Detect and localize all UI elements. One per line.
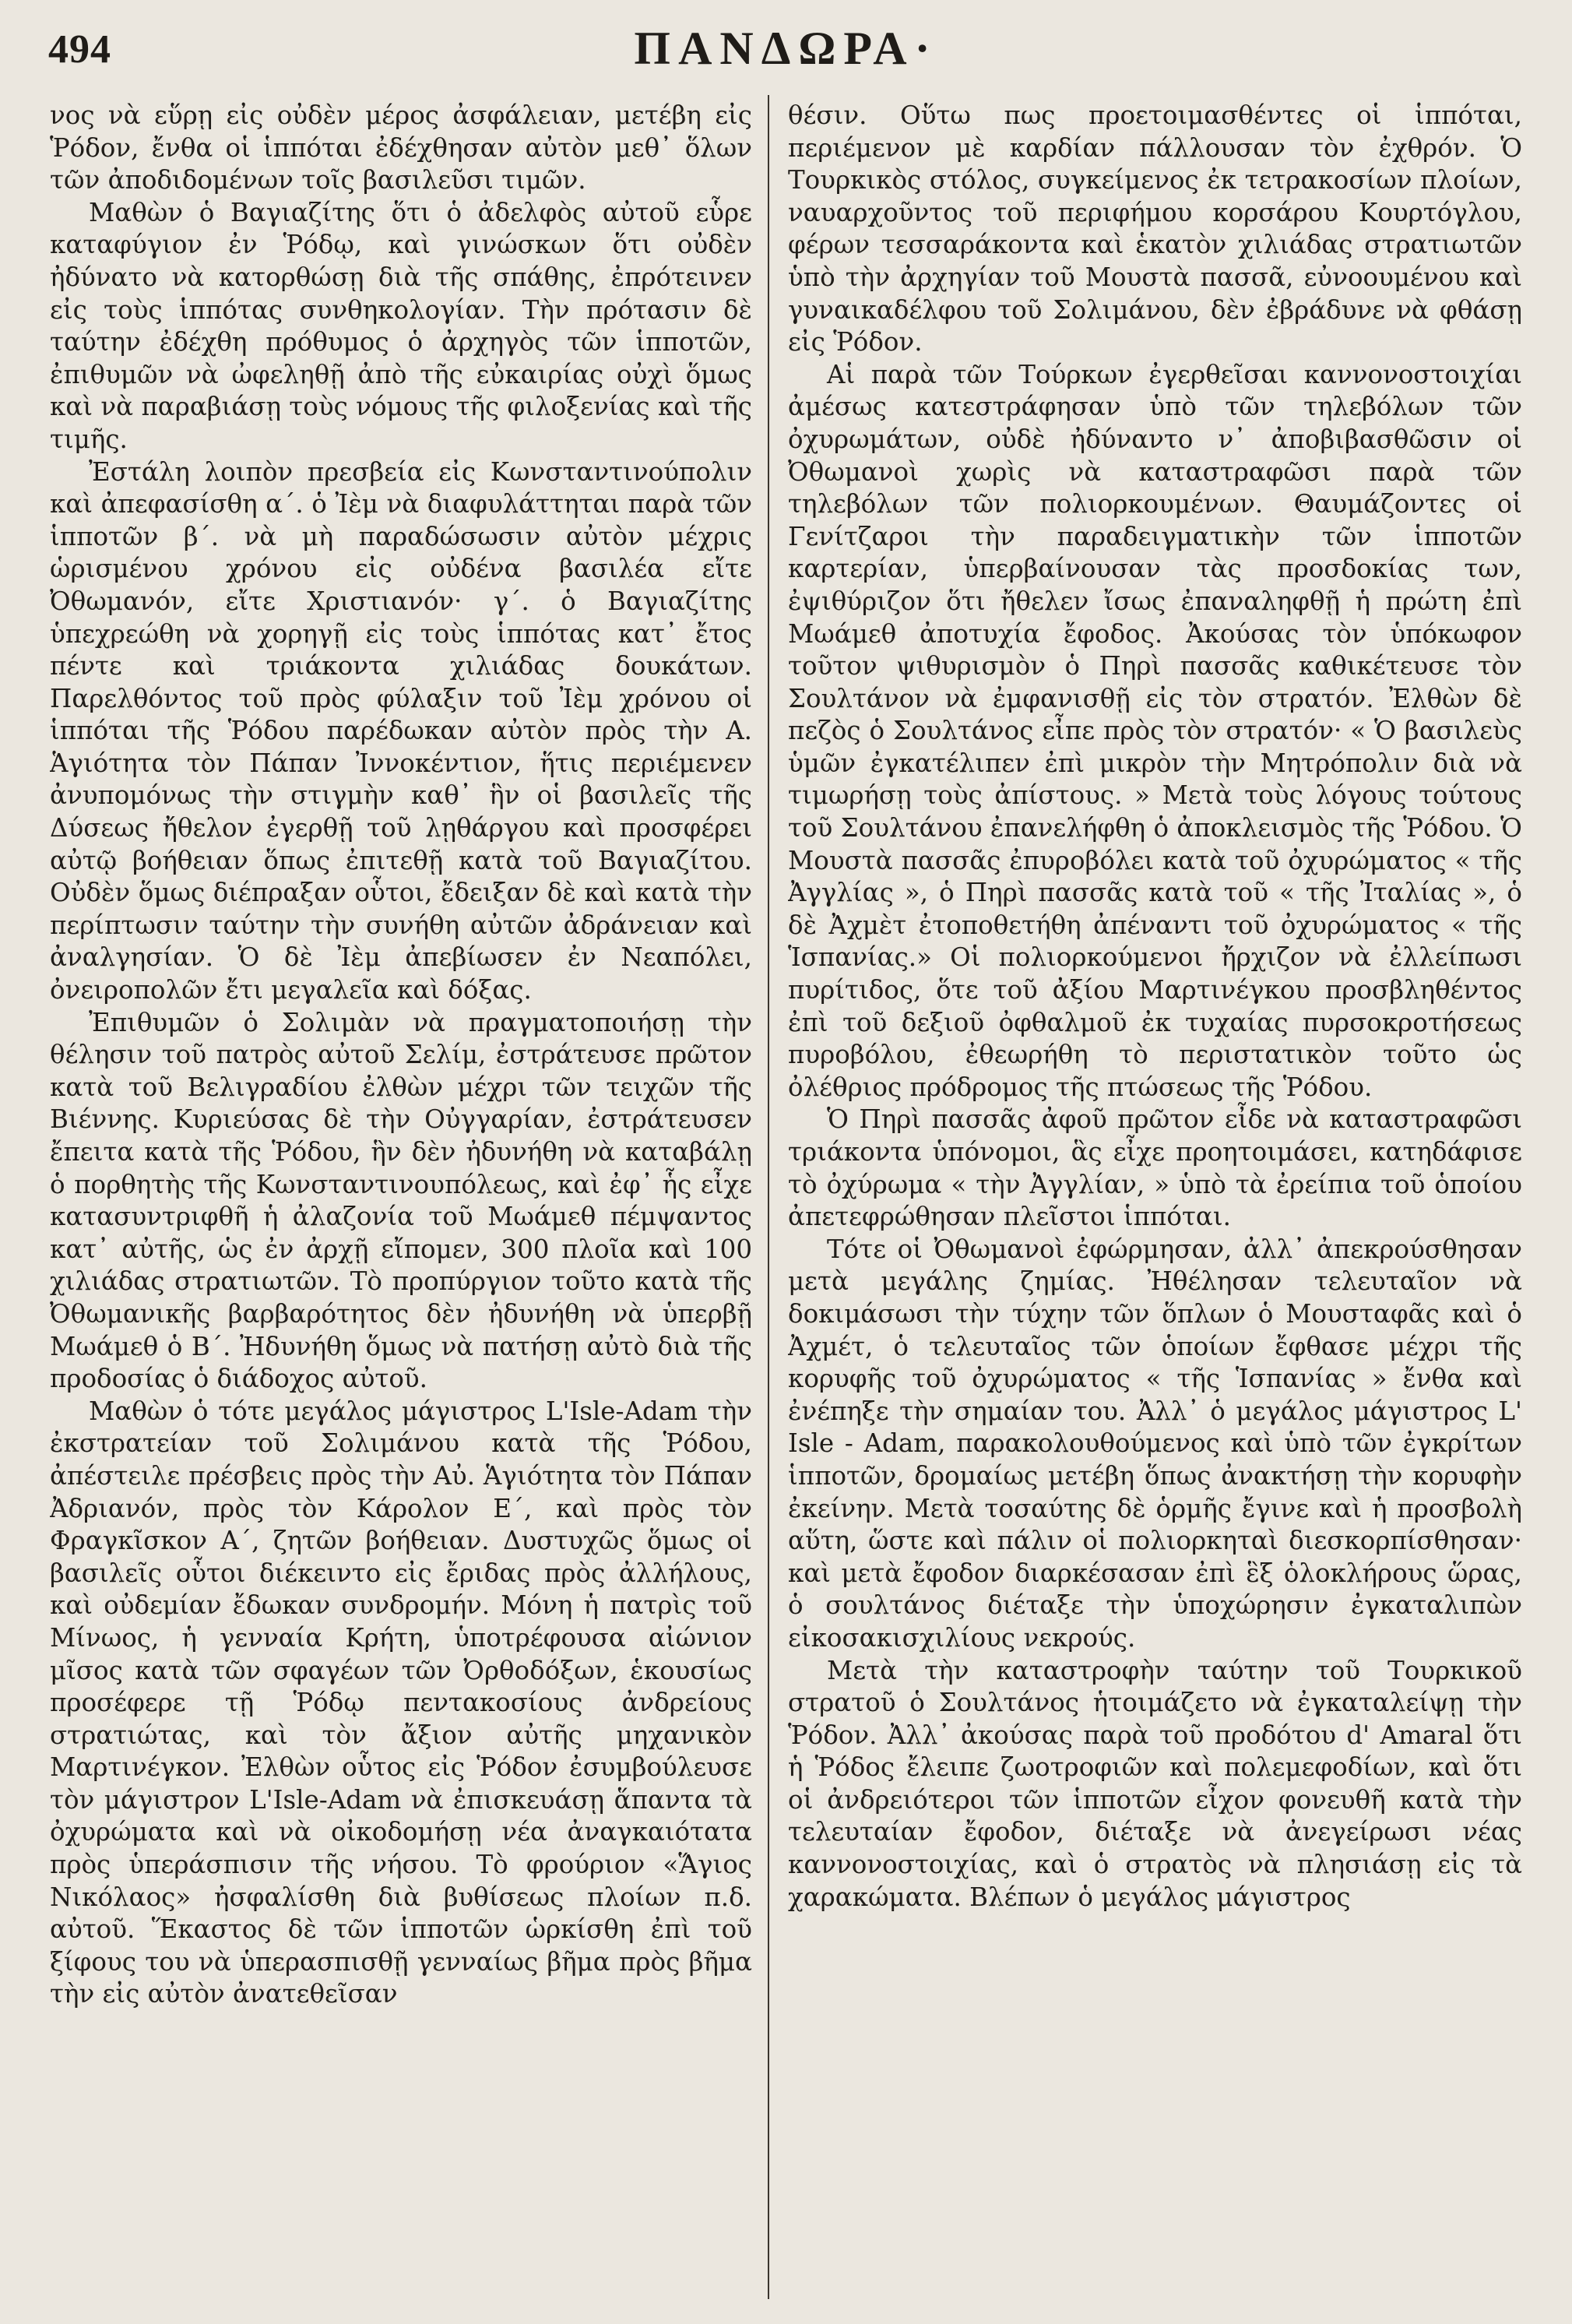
paragraph: Μαθὼν ὁ Βαγιαζίτης ὅτι ὁ ἀδελφὸς αὐτοῦ εὗρε καταφύγιον ἐν Ῥόδῳ, καὶ γινώσκων ὅτι οὐδὲν ἠδύνατο νὰ κατορθώσῃ διὰ τῆς σπάθης, ἐπρότεινεν εἰς τοὺς ἱππότας συνθηκολογίαν. Τὴν πρότασιν δὲ ταύτην ἐδέχθη πρόθυμος ὁ ἀρχηγὸς τῶν ἱπποτῶν, ἐπιθυμῶν νὰ ὠφεληθῇ ἀπὸ τῆς εὐκαιρίας οὐχὶ ὅμως καὶ νὰ παραβιάσῃ τοὺς νόμους τῆς φιλοξενίας καὶ τῆς τιμῆς. bbox=[50, 197, 752, 454]
page-number: 494 bbox=[48, 27, 111, 72]
paragraph: νος νὰ εὕρῃ εἰς οὐδὲν μέρος ἀσφάλειαν, μετέβη εἰς Ῥόδον, ἔνθα οἱ ἱππόται ἐδέχθησαν αὐτὸν μεθ᾽ ὅλων τῶν ἀποδιδομένων τοῖς βασιλεῦσι τιμῶν. bbox=[50, 100, 752, 195]
paragraph: Μετὰ τὴν καταστροφὴν ταύτην τοῦ Τουρκικοῦ στρατοῦ ὁ Σουλτάνος ἡτοιμάζετο νὰ ἐγκαταλείψῃ τὴν Ῥόδον. Ἀλλ᾽ ἀκούσας παρὰ τοῦ προδότου d' Amaral ὅτι ἡ Ῥόδος ἔλειπε ζωοτροφιῶν καὶ πολεμεφοδίων, καὶ ὅτι οἱ ἀνδρειότεροι τῶν ἱπποτῶν εἶχον φονευθῆ κατὰ τὴν τελευταίαν ἔφοδον, διέταξε νὰ ἀνεγείρωσι νέας καννονοστοιχίας, καὶ ὁ στρατὸς νὰ πλησιάσῃ εἰς τὰ χαρακώματα. Βλέπων ὁ μεγάλος μάγιστρος bbox=[788, 1655, 1522, 1912]
paragraph: θέσιν. Οὕτω πως προετοιμασθέντες οἱ ἱππόται, περιέμενον μὲ καρδίαν πάλλουσαν τὸν ἐχθρόν. Ὁ Τουρκικὸς στόλος, συγκείμενος ἐκ τετρακοσίων πλοίων, ναυαρχοῦντος τοῦ περιφήμου κορσάρου Κουρτόγλου, φέρων τεσσαράκοντα καὶ ἑκατὸν χιλιάδας στρατιωτῶν ὑπὸ τὴν ἀρχηγίαν τοῦ Μουστὰ πασσᾶ, εὐνοουμένου καὶ γυναικαδέλφου τοῦ Σολιμάνου, δὲν ἐβράδυνε νὰ φθάσῃ εἰς Ῥόδον. bbox=[788, 100, 1522, 357]
column-divider bbox=[768, 95, 769, 2299]
paragraph: Τότε οἱ Ὀθωμανοὶ ἐφώρμησαν, ἀλλ᾽ ἀπεκρούσθησαν μετὰ μεγάλης ζημίας. Ἠθέλησαν τελευταῖον νὰ δοκιμάσωσι τὴν τύχην τῶν ὅπλων ὁ Μουσταφᾶς καὶ ὁ Ἀχμέτ, ὁ τελευταῖος τῶν ὁποίων ἔφθασε μέχρι τῆς κορυφῆς τοῦ ὀχυρώματος « τῆς Ἱσπανίας » ἔνθα καὶ ἐνέπηξε τὴν σημαίαν του. Ἀλλ᾽ ὁ μεγάλος μάγιστρος L' Isle - Adam, παρακολουθούμενος καὶ ὑπὸ τῶν ἐγκρίτων ἱπποτῶν, δρομαίως μετέβη ὅπως ἀνακτήσῃ τὴν κορυφὴν ἐκείνην. Μετὰ τοσαύτης δὲ ὁρμῆς ἔγινε καὶ ἡ προσβολὴ αὕτη, ὥστε καὶ πάλιν οἱ πολιορκηταὶ διεσκορπίσθησαν· καὶ μετὰ ἔφοδον διαρκέσασαν ἐπὶ ἓξ ὁλοκλήρους ὥρας, ὁ σουλτάνος διέταξε τὴν ὑποχώρησιν ἐγκαταλιπὼν εἰκοσακισχιλίους νεκρούς. bbox=[788, 1234, 1522, 1653]
paragraph: Μαθὼν ὁ τότε μεγάλος μάγιστρος L'Isle-Adam τὴν ἐκστρατείαν τοῦ Σολιμάνου κατὰ τῆς Ῥόδου, ἀπέστειλε πρέσβεις πρὸς τὴν Αὐ. Ἁγιότητα τὸν Πάπαν Ἀδριανόν, πρὸς τὸν Κάρολον Ε΄, καὶ πρὸς τὸν Φραγκῖσκον Α΄, ζητῶν βοήθειαν. Δυστυχῶς ὅμως οἱ βασιλεῖς οὗτοι διέκειντο εἰς ἔριδας πρὸς ἀλλήλους, καὶ οὐδεμίαν ἔδωκαν συνδρομήν. Μόνη ἡ πατρὶς τοῦ Μίνωος, ἡ γενναία Κρήτη, ὑποτρέφουσα αἰώνιον μῖσος κατὰ τῶν σφαγέων τῶν Ὀρθοδόξων, ἑκουσίως προσέφερε τῇ Ῥόδῳ πεντακοσίους ἀνδρείους στρατιώτας, καὶ τὸν ἄξιον αὐτῆς μηχανικὸν Μαρτινέγκον. Ἐλθὼν οὗτος εἰς Ῥόδον ἐσυμβούλευσε τὸν μάγιστρον L'Isle-Adam νὰ ἐπισκευάσῃ ἅπαντα τὰ ὀχυρώματα καὶ νὰ οἰκοδομήσῃ νέα ἀναγκαιότατα πρὸς ὑπεράσπισιν τῆς νήσου. Τὸ φρούριον «Ἅγιος Νικόλαος» ἠσφαλίσθη διὰ βυθίσεως πλοίων π.δ. αὐτοῦ. Ἕκαστος δὲ τῶν ἱπποτῶν ὡρκίσθη ἐπὶ τοῦ ξίφους του νὰ ὑπερασπισθῇ γενναίως βῆμα πρὸς βῆμα τὴν εἰς αὐτὸν ἀνατεθεῖσαν bbox=[50, 1396, 752, 2009]
left-column bbox=[50, 100, 752, 2296]
paragraph: Ὁ Πηρὶ πασσᾶς ἀφοῦ πρῶτον εἶδε νὰ καταστραφῶσι τριάκοντα ὑπόνομοι, ἃς εἶχε προητοιμάσει, κατηδάφισε τὸ ὀχύρωμα « τὴν Ἀγγλίαν, » ὑπὸ τὰ ἐρείπια τοῦ ὁποίου ἀπετεφρώθησαν πλεῖστοι ἱππόται. bbox=[788, 1104, 1522, 1232]
right-column bbox=[788, 100, 1522, 2296]
paragraph: Αἱ παρὰ τῶν Τούρκων ἐγερθεῖσαι καννονοστοιχίαι ἀμέσως κατεστράφησαν ὑπὸ τῶν τηλεβόλων τῶν ὀχυρωμάτων, οὐδὲ ἠδύναντο ν᾽ ἀποβιβασθῶσιν οἱ Ὀθωμανοὶ χωρὶς νὰ καταστραφῶσι παρὰ τῶν τηλεβόλων τῶν πολιορκουμένων. Θαυμάζοντες οἱ Γενίτζαροι τὴν παραδειγματικὴν τῶν ἱπποτῶν καρτερίαν, ὑπερβαίνουσαν τὰς προσδοκίας των, ἐψιθύριζον ὅτι ἤθελεν ἴσως ἐπαναληφθῇ ἡ πρώτη ἐπὶ Μωάμεθ ἀποτυχία ἔφοδος. Ἀκούσας τὸν ὑπόκωφον τοῦτον ψιθυρισμὸν ὁ Πηρὶ πασσᾶς καθικέτευσε τὸν Σουλτάνον νὰ ἐμφανισθῇ εἰς τὸν στρατόν. Ἐλθὼν δὲ πεζὸς ὁ Σουλτάνος εἶπε πρὸς τὸν στρατόν· « Ὁ βασιλεὺς ὑμῶν ἐγκατέλιπεν ἐπὶ μικρὸν τὴν Μητρόπολιν διὰ νὰ τιμωρήσῃ τοὺς ἀπίστους. » Μετὰ τοὺς λόγους τούτους τοῦ Σουλτάνου ἐπανελήφθη ὁ ἀποκλεισμὸς τῆς Ῥόδου. Ὁ Μουστὰ πασσᾶς ἐπυροβόλει κατὰ τοῦ ὀχυρώματος « τῆς Ἀγγλίας », ὁ Πηρὶ πασσᾶς κατὰ τοῦ « τῆς Ἰταλίας », ὁ δὲ Ἀχμὲτ ἐτοποθετήθη ἀπέναντι τοῦ ὀχυρώματος « τῆς Ἱσπανίας.» Οἱ πολιορκούμενοι ἤρχιζον νὰ ἐλλείπωσι πυρίτιδος, ὅτε τοῦ ἀξίου Μαρτινέγκου προσβληθέντος ἐπὶ τοῦ δεξιοῦ ὀφθαλμοῦ ἐκ τυχαίας πυρσοκροτήσεως πυροβόλου, ἐθεωρήθη τὸ περιστατικὸν τοῦτο ὡς ὀλέθριος πρόδρομος τῆς πτώσεως τῆς Ῥόδου. bbox=[788, 359, 1522, 1102]
page-header bbox=[0, 22, 1572, 92]
paragraph: Ἐπιθυμῶν ὁ Σολιμὰν νὰ πραγματοποιήσῃ τὴν θέλησιν τοῦ πατρὸς αὐτοῦ Σελίμ, ἐστράτευσε πρῶτον κατὰ τοῦ Βελιγραδίου ἐλθὼν μέχρι τῶν τειχῶν τῆς Βιέννης. Κυριεύσας δὲ τὴν Οὐγγαρίαν, ἐστράτευσεν ἔπειτα κατὰ τῆς Ῥόδου, ἣν δὲν ἠδυνήθη νὰ καταβάλῃ ὁ πορθητὴς τῆς Κωνσταντινουπόλεως, καὶ ἐφ᾽ ἧς εἶχε κατασυντριφθῆ ἡ ἀλαζονία τοῦ Μωάμεθ πέμψαντος κατ᾽ αὐτῆς, ὡς ἐν ἀρχῇ εἴπομεν, 300 πλοῖα καὶ 100 χιλιάδας στρατιωτῶν. Τὸ προπύργιον τοῦτο κατὰ τῆς Ὀθωμανικῆς βαρβαρότητος δὲν ἠδυνήθη νὰ ὑπερβῇ Μωάμεθ ὁ Β΄. Ἠδυνήθη ὅμως νὰ πατήσῃ αὐτὸ διὰ τῆς προδοσίας ὁ διάδοχος αὐτοῦ. bbox=[50, 1007, 752, 1394]
paragraph: Ἐστάλη λοιπὸν πρεσβεία εἰς Κωνσταντινούπολιν καὶ ἀπεφασίσθη α΄. ὁ Ἰὲμ νὰ διαφυλάττηται παρὰ τῶν ἱπποτῶν β΄. νὰ μὴ παραδώσωσιν αὐτὸν μέχρις ὡρισμένου χρόνου εἰς οὐδένα βασιλέα εἴτε Ὀθωμανόν, εἴτε Χριστιανόν· γ΄. ὁ Βαγιαζίτης ὑπεχρεώθη νὰ χορηγῇ εἰς τοὺς ἱππότας κατ᾽ ἔτος πέντε καὶ τριάκοντα χιλιάδας δουκάτων. Παρελθόντος τοῦ πρὸς φύλαξιν τοῦ Ἰὲμ χρόνου οἱ ἱππόται τῆς Ῥόδου παρέδωκαν αὐτὸν πρὸς τὴν Α. Ἁγιότητα τὸν Πάπαν Ἰννοκέντιον, ἥτις περιέμενεν ἀνυπομόνως τὴν στιγμὴν καθ᾽ ἣν οἱ βασιλεῖς τῆς Δύσεως ἤθελον ἐγερθῇ τοῦ λῃθάργου καὶ προσφέρει αὐτῷ βοήθειαν ὅπως ἐπιτεθῇ κατὰ τοῦ Βαγιαζίτου. Οὐδὲν ὅμως διέπραξαν οὗτοι, ἔδειξαν δὲ καὶ κατὰ τὴν περίπτωσιν ταύτην τὴν συνήθη αὐτῶν ἀδράνειαν καὶ ἀναλγησίαν. Ὁ δὲ Ἰὲμ ἀπεβίωσεν ἐν Νεαπόλει, ὀνειροπολῶν ἔτι μεγαλεῖα καὶ δόξας. bbox=[50, 456, 752, 1005]
running-title: ΠΑΝΔΩΡΑ· bbox=[634, 23, 938, 74]
